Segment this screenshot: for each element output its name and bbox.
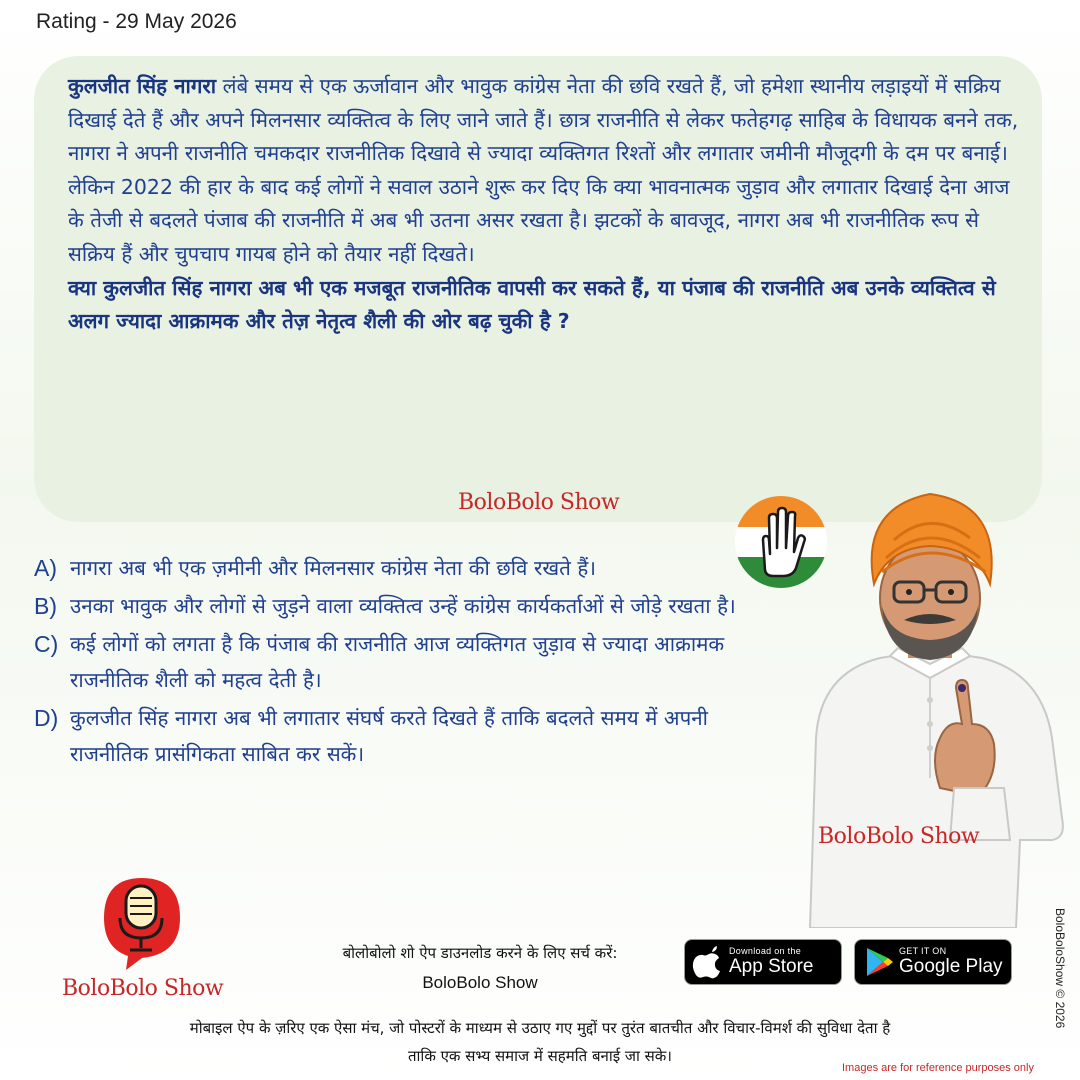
footer-line-2: ताकि एक सभ्य समाज में सहमति बनाई जा सके।	[408, 1047, 672, 1065]
description-text	[68, 70, 1028, 339]
option-text: कई लोगों को लगता है कि पंजाब की राजनीति आज व्यक्तिगत जुड़ाव से ज्यादा आक्रामक राजनीतिक शैली को महत्व देती है।	[70, 632, 725, 692]
option-key: B)	[34, 593, 57, 619]
option-a[interactable]	[34, 550, 754, 586]
option-text: कुलजीत सिंह नागरा अब भी लगातार संघर्ष करते दिखते हैं ताकि बदलते समय में अपनी राजनीतिक प्रासंगिकता साबित कर सकें।	[70, 706, 708, 766]
image-disclaimer: Images are for reference purposes only	[842, 1062, 1034, 1074]
microphone-logo-icon	[96, 872, 188, 972]
app-search-name: BoloBolo Show	[422, 973, 538, 992]
download-prompt	[300, 938, 660, 998]
photo-watermark: BoloBolo Show	[818, 824, 980, 849]
option-text: नागरा अब भी एक ज़मीनी और मिलनसार कांग्रेस नेता की छवि रखते हैं।	[70, 556, 596, 580]
google-small-label: GET IT ON	[899, 946, 947, 956]
option-text: उनका भावुक और लोगों से जुड़ने वाला व्यक्तित्व उन्हें कांग्रेस कार्यकर्ताओं से जोड़े रखता है।	[70, 594, 736, 618]
card-watermark: BoloBolo Show	[458, 490, 620, 515]
option-b[interactable]	[34, 588, 754, 624]
apple-icon	[685, 942, 729, 982]
download-instruction: बोलोबोलो शो ऐप डाउनलोड करने के लिए सर्च करें:	[342, 944, 618, 962]
footer-line-1: मोबाइल ऐप के ज़रिए एक ऐसा मंच, जो पोस्टरों के माध्यम से उठाए गए मुद्दों पर तुरंत बातचीत और विचार-विमर्श की सुविधा देता है	[189, 1019, 891, 1037]
google-play-icon	[855, 942, 899, 982]
option-key: D)	[34, 705, 59, 731]
copyright-text: BoloBoloShow © 2026	[1053, 908, 1067, 1029]
appstore-big-label: App Store	[729, 956, 814, 977]
google-big-label: Google Play	[899, 956, 1003, 977]
description-body: लंबे समय से एक ऊर्जावान और भावुक कांग्रेस नेता की छवि रखते हैं, जो हमेशा स्थानीय लड़ाइयों में सक्रिय दिखाई देते हैं और अपने मिलनसार व्यक्तित्व के लिए जाने जाते हैं। छात्र राजनीति से लेकर फतेहगढ़ साहिब के विधायक बनने तक, नागरा ने अपनी राजनीति चमकदार राजनीतिक दिखावे से ज्यादा व्यक्तिगत रिश्तों और लगातार जमीनी मौजूदगी के दम पर बनाई। लेकिन 2022 की हार के बाद कई लोगों ने सवाल उठाने शुरू कर दिए कि क्या भावनात्मक जुड़ाव और लगातार दिखाई देना आज के तेजी से बदलते पंजाब की राजनीति में अब भी उतना असर रखता है। झटकों के बावजूद, नागरा अब भी राजनीतिक रूप से सक्रिय हैं और चुपचाप गायब होने को तैयार नहीं दिखते।	[68, 74, 1019, 266]
poll-question: क्या कुलजीत सिंह नागरा अब भी एक मजबूत राजनीतिक वापसी कर सकते हैं, या पंजाब की राजनीति अब उनके व्यक्तित्व से अलग ज्यादा आक्रामक और तेज़ नेतृत्व शैली की ओर बढ़ चुकी है ?	[68, 275, 996, 334]
logo-wordmark: BoloBolo Show	[62, 976, 224, 1001]
option-key: C)	[34, 631, 59, 657]
option-d[interactable]	[34, 700, 754, 772]
appstore-small-label: Download on the	[729, 946, 802, 956]
politician-illustration	[790, 488, 1070, 928]
poll-options	[34, 550, 754, 774]
option-key: A)	[34, 555, 57, 581]
politician-name: कुलजीत सिंह नागरा	[68, 74, 217, 98]
google-play-button[interactable]	[854, 939, 1012, 985]
app-store-button[interactable]	[684, 939, 842, 985]
poster-date: Rating - 29 May 2026	[36, 10, 237, 33]
option-c[interactable]	[34, 626, 754, 698]
